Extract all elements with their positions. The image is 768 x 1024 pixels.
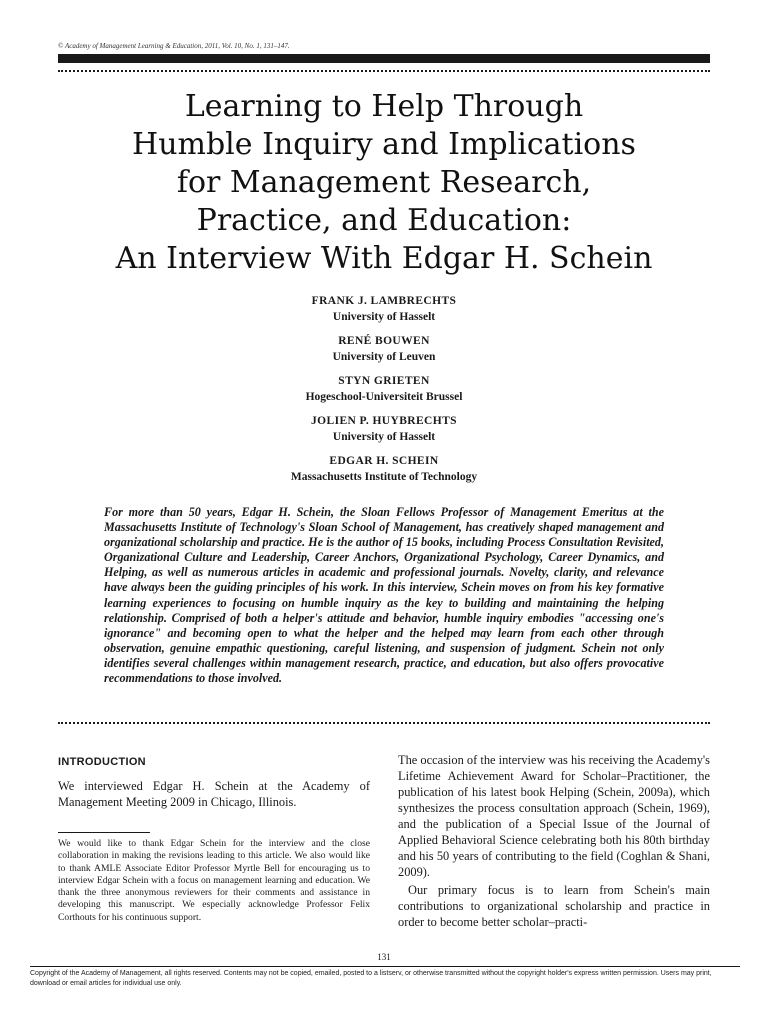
author-entry	[58, 373, 710, 413]
header-rule	[58, 54, 710, 63]
abstract-dotted-rule	[58, 722, 710, 724]
author-list	[58, 293, 710, 493]
author-affiliation: University of Hasselt	[332, 311, 436, 323]
abstract: For more than 50 years, Edgar H. Schein, the Sloan Fellows Professor of Management Emeritus at the Massachusetts Institute of Technology's Sloan School of Management, has creatively shaped management and organizational scholarship and practice. He is the author of 15 books, including Process Consultation Revisited, Organizational Culture and Leadership, Career Anchors, Organizational Psychology, Career Dynamics, and Helping, as well as numerous articles in academic and professional journals. Novelty, clarity, and relevance have always been the guiding principles of his work. In this interview, Schein moves on from his key formative learning experiences to focusing on humble inquiry as the key to building and maintaining the helping relationship. Comprised of both a helper's attitude and behavior, humble inquiry embodies "accessing one's ignorance" and becoming open to what the helper and the helped may learn from each other through observation, genuine empathic questioning, careful listening, and suspension of judgment. Schein not only identifies several challenges within management research, practice, and education, but also offers provocative recommendations to those involved.	[104, 505, 664, 686]
author-entry	[58, 293, 710, 333]
footnote-rule	[58, 832, 150, 833]
footer-rule	[30, 966, 740, 967]
author-entry	[58, 333, 710, 373]
body-paragraph: Our primary focus is to learn from Schein's main contributions to organizational scholarship and practice in order to become better scholar–practi-	[398, 883, 710, 929]
page-number: 131	[377, 952, 391, 962]
right-column	[398, 752, 710, 930]
author-name: RENÉ BOUWEN	[338, 335, 430, 347]
author-affiliation: University of Leuven	[332, 351, 436, 363]
title-line: Learning to Help Through	[184, 89, 584, 124]
author-name: STYN GRIETEN	[338, 375, 430, 387]
author-name: EDGAR H. SCHEIN	[329, 455, 439, 467]
author-entry	[58, 413, 710, 453]
title-line: for Management Research,	[176, 165, 592, 200]
header-dotted-rule	[58, 70, 710, 72]
intro-paragraph: We interviewed Edgar H. Schein at the Academy of Management Meeting 2009 in Chicago, Illinois.	[58, 779, 370, 809]
article-title	[58, 88, 710, 278]
copyright-notice: Copyright of the Academy of Management, all rights reserved. Contents may not be copied, emailed, posted to a listserv, or otherwise transmitted without the copyright holder's express written permission. Users may print, download or email articles for individual use only.	[30, 970, 712, 987]
section-heading: INTRODUCTION	[58, 756, 146, 768]
author-name: JOLIEN P. HUYBRECHTS	[311, 415, 457, 427]
left-column	[58, 756, 370, 810]
author-affiliation: University of Hasselt	[332, 431, 436, 443]
footnote: We would like to thank Edgar Schein for the interview and the close collaboration in making the revisions leading to this article. We also would like to thank AMLE Associate Editor Professor Myrtle Bell for encouraging us to interview Edgar Schein with a focus on management learning and education. We thank the three anonymous reviewers for their comments and assistance in developing this manuscript. We especially acknowledge Professor Felix Corthouts for his continuous support.	[58, 838, 370, 923]
author-entry	[58, 453, 710, 493]
title-line: Practice, and Education:	[196, 203, 572, 238]
author-affiliation: Massachusetts Institute of Technology	[290, 471, 478, 483]
journal-citation: © Academy of Management Learning & Education, 2011, Vol. 10, No. 1, 131–147.	[58, 42, 290, 50]
author-affiliation: Hogeschool-Universiteit Brussel	[305, 391, 463, 403]
title-line: Humble Inquiry and Implications	[132, 127, 636, 162]
body-paragraph: The occasion of the interview was his receiving the Academy's Lifetime Achievement Award for Scholar–Practitioner, the publication of his latest book Helping (Schein, 2009a), which synthesizes the process consultation approach (Schein, 1969), and the publication of a Special Issue of the Journal of Applied Behavioral Science celebrating both his 80th birthday and his 50 years of contributing to the field (Coghlan & Shani, 2009).	[398, 753, 710, 879]
author-name: FRANK J. LAMBRECHTS	[311, 295, 457, 307]
title-line: An Interview With Edgar H. Schein	[115, 241, 653, 276]
